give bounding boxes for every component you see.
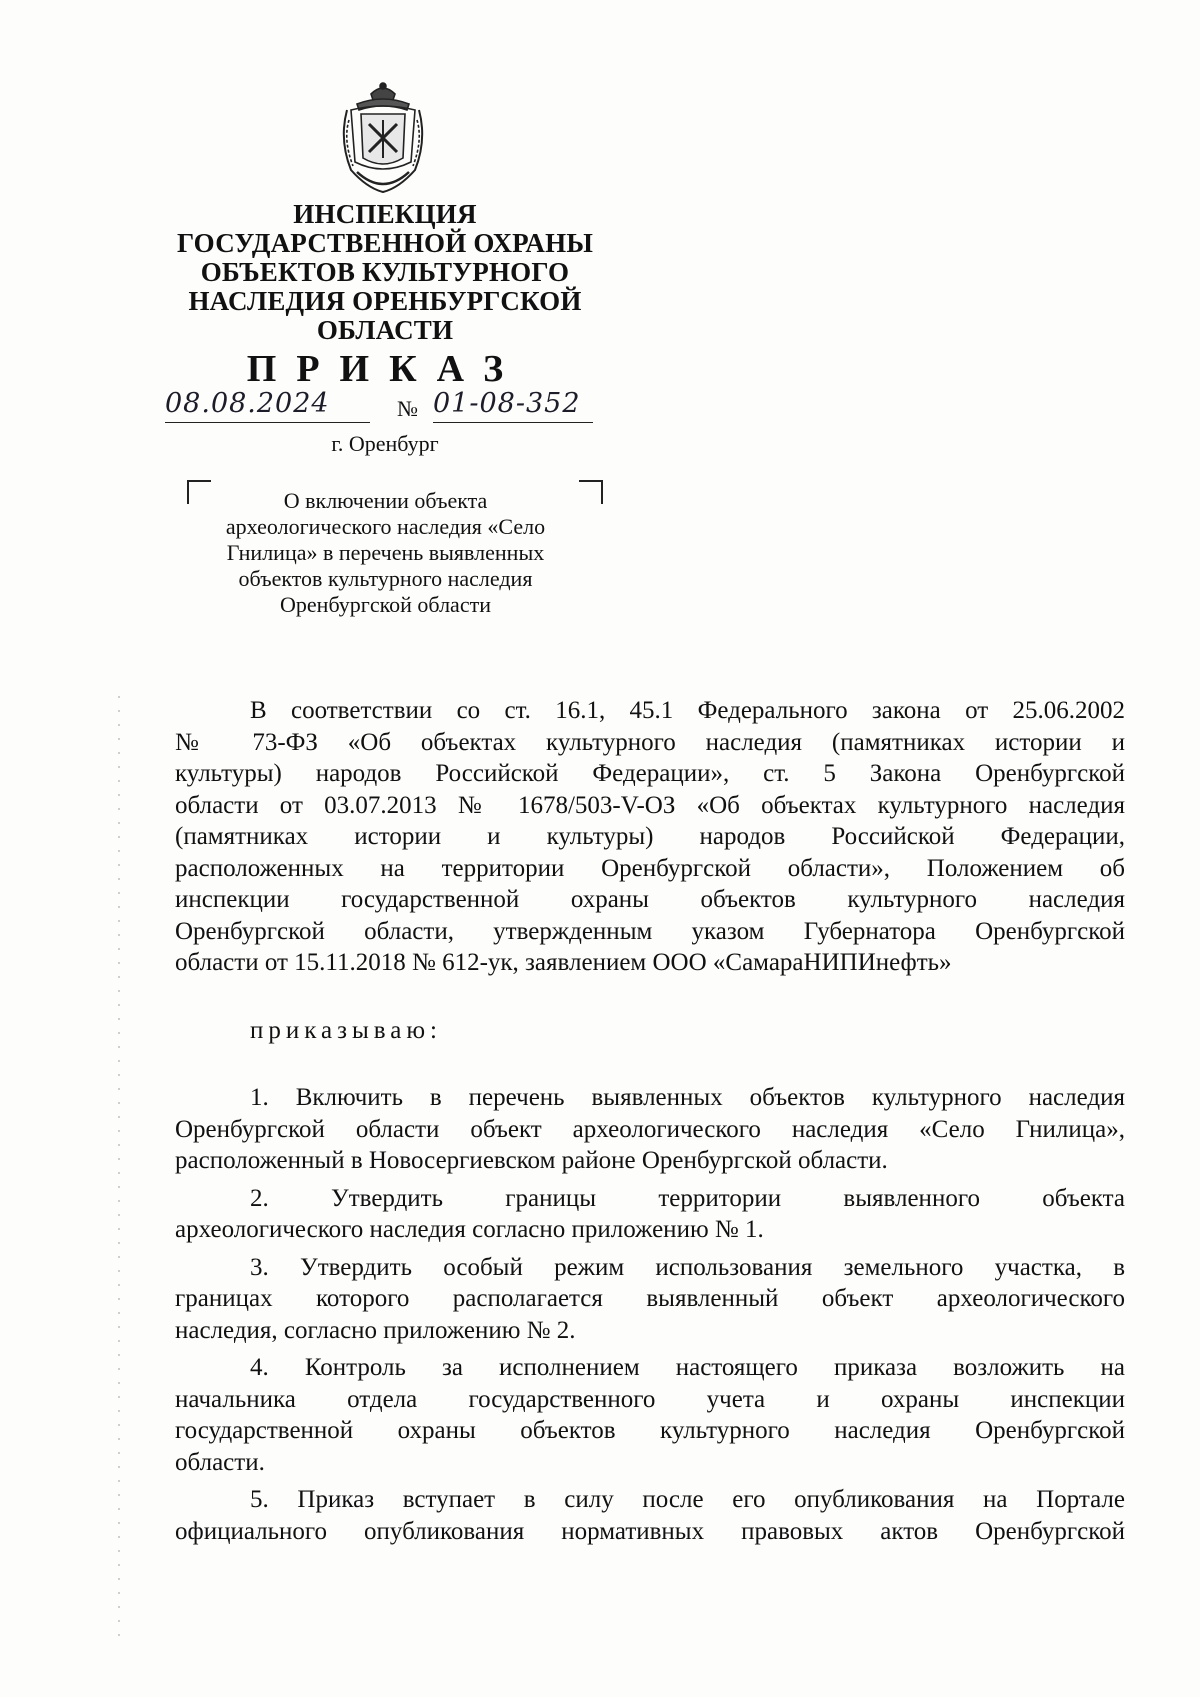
preamble-line: инспекции государственной охраны объектов культурного наследия (175, 886, 1125, 913)
date-underline (165, 422, 370, 423)
item-line: 4. Контроль за исполнением настоящего приказа возложить на (250, 1354, 1125, 1381)
subject-line: О включении объекта (283, 488, 488, 513)
preamble-paragraph (175, 695, 1125, 979)
item-line: 2. Утвердить границы территории выявленного объекта (250, 1184, 1125, 1212)
order-item-2 (175, 1183, 1125, 1246)
order-item-5 (175, 1484, 1125, 1547)
order-item-1 (175, 1082, 1125, 1177)
number-sign: № (397, 396, 418, 421)
city-label: г. Оренбург (331, 431, 439, 456)
item-line: границах которого располагается выявленный объект археологического (175, 1285, 1125, 1312)
org-line: ГОСУДАРСТВЕННОЙ ОХРАНЫ (176, 228, 594, 258)
preamble-line: В соответствии со ст. 16.1, 45.1 Федерального закона от 25.06.2002 (250, 697, 1125, 724)
preamble-line: области от 03.07.2013 № 1678/503-V-ОЗ «Об объектах культурного наследия (175, 791, 1125, 819)
item-line: 3. Утвердить особый режим использования земельного участка, в (250, 1253, 1125, 1281)
item-line: археологического наследия согласно приложению № 1. (175, 1216, 764, 1243)
subject-line: археологического наследия «Село (225, 514, 546, 539)
subject-line: объектов культурного наследия (238, 566, 533, 591)
item-line: расположенный в Новосергиевском районе Оренбургской области. (175, 1147, 888, 1174)
item-line: начальника отдела государственного учета и охраны инспекции (175, 1385, 1125, 1413)
subject-line: Гнилица» в перечень выявленных (226, 540, 545, 565)
document-date: 08.08.2024 (165, 388, 330, 419)
org-line: НАСЛЕДИЯ ОРЕНБУРГСКОЙ (188, 286, 582, 316)
org-line: ОБЪЕКТОВ КУЛЬТУРНОГО (200, 257, 570, 287)
date-number-line (155, 388, 605, 432)
coat-of-arms-icon (337, 80, 429, 198)
order-item-3 (175, 1252, 1125, 1347)
item-line: государственной охраны объектов культурного наследия Оренбургской (175, 1417, 1125, 1444)
order-word: приказываю: (250, 1016, 442, 1044)
number-underline (433, 422, 593, 423)
document-type-title: ПРИКАЗ (246, 348, 524, 390)
document-subject (208, 488, 563, 618)
organization-name (175, 200, 595, 345)
org-line: ОБЛАСТИ (316, 315, 454, 345)
preamble-line: области от 15.11.2018 № 612-ук, заявлением ООО «СамараНИПИнефть» (175, 949, 952, 976)
item-line: 1. Включить в перечень выявленных объектов культурного наследия (250, 1084, 1125, 1111)
org-line: ИНСПЕКЦИЯ (293, 199, 477, 229)
scan-margin-marks (118, 690, 120, 1640)
item-line: области. (175, 1448, 265, 1476)
order-item-4 (175, 1352, 1125, 1478)
item-line: официального опубликования нормативных правовых актов Оренбургской (175, 1517, 1125, 1545)
document-number: 01-08-352 (433, 388, 581, 419)
item-line: наследия, согласно приложению № 2. (175, 1316, 576, 1344)
preamble-line: (памятниках истории и культуры) народов Российской Федерации, (175, 823, 1125, 850)
item-line: Оренбургской области объект археологического наследия «Село Гнилица», (175, 1115, 1125, 1143)
subject-bracket-right (579, 480, 603, 504)
document-body (175, 695, 1125, 1547)
item-line: 5. Приказ вступает в силу после его опубликования на Портале (250, 1486, 1125, 1513)
preamble-line: расположенных на территории Оренбургской области», Положением об (175, 854, 1125, 882)
preamble-line: № 73-ФЗ «Об объектах культурного наследия (памятниках истории и (175, 728, 1125, 756)
subject-line: Оренбургской области (280, 592, 491, 617)
preamble-line: Оренбургской области, утвержденным указом Губернатора Оренбургской (175, 917, 1125, 945)
preamble-line: культуры) народов Российской Федерации», ст. 5 Закона Оренбургской (175, 760, 1125, 787)
